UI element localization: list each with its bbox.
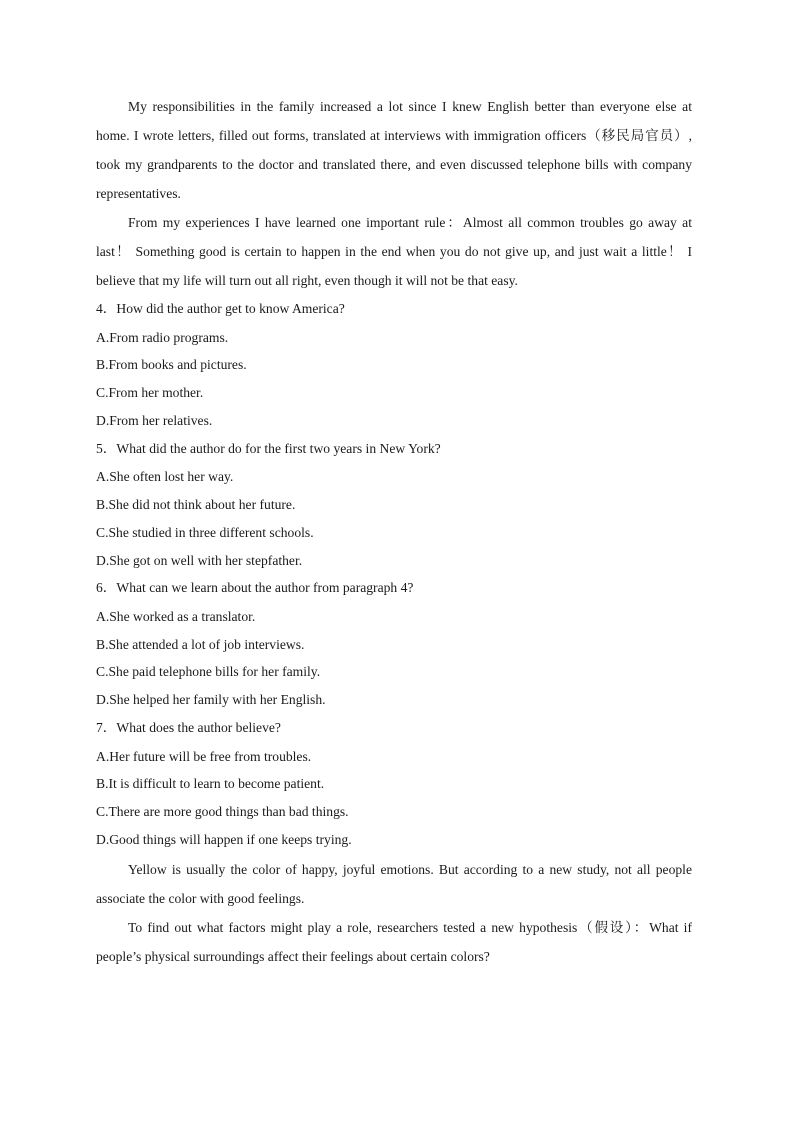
answer-option: C.There are more good things than bad things. bbox=[96, 804, 349, 820]
question-block bbox=[96, 295, 692, 435]
answer-option: B.She did not think about her future. bbox=[96, 496, 296, 512]
answer-option: B.She attended a lot of job interviews. bbox=[96, 636, 305, 652]
answer-option: B.From books and pictures. bbox=[96, 357, 247, 373]
answer-option: A.Her future will be free from troubles. bbox=[96, 748, 312, 764]
answer-option: D.From her relatives. bbox=[96, 412, 213, 428]
answer-option: D.She helped her family with her English. bbox=[96, 692, 326, 708]
answer-option: D.She got on well with her stepfather. bbox=[96, 552, 303, 568]
question-stem: 4．How did the author get to know America? bbox=[96, 301, 345, 316]
answer-option: A.She worked as a translator. bbox=[96, 608, 256, 624]
answer-option: A.She often lost her way. bbox=[96, 469, 234, 485]
question-stem: 5．What did the author do for the first two years in New York? bbox=[96, 440, 441, 456]
passage-paragraph: My responsibilities in the family increased a lot since I knew English better than everyone else at home. I wrote letters, filled out forms, translated at interviews with immigration officers（移民局官员）, took my grandparents to the doctor and translated there, and even discussed telephone bills with company representatives. bbox=[96, 99, 692, 201]
document-page bbox=[96, 92, 692, 971]
answer-option: B.It is difficult to learn to become patient. bbox=[96, 776, 325, 792]
answer-option: D.Good things will happen if one keeps trying. bbox=[96, 831, 352, 847]
question-block bbox=[96, 435, 692, 575]
passage-paragraph: From my experiences I have learned one important rule：Almost all common troubles go away at last！ Something good is certain to happen in the end when you do not give up, and just wait a little！ I believe that my life will turn out all right, even though it will not be that easy. bbox=[96, 215, 692, 288]
question-block bbox=[96, 574, 692, 714]
answer-option: A.From radio programs. bbox=[96, 329, 229, 345]
passage-paragraph: To find out what factors might play a role, researchers tested a new hypothesis（假设）：What if people’s physical surroundings affect their feelings about certain colors? bbox=[96, 919, 692, 964]
question-stem: 6．What can we learn about the author from paragraph 4? bbox=[96, 580, 414, 596]
question-stem: 7．What does the author believe? bbox=[96, 720, 281, 736]
answer-option: C.She paid telephone bills for her family. bbox=[96, 664, 321, 680]
answer-option: C.She studied in three different schools. bbox=[96, 524, 314, 540]
question-block bbox=[96, 714, 692, 854]
answer-option: C.From her mother. bbox=[96, 385, 204, 401]
passage-paragraph: Yellow is usually the color of happy, joyful emotions. But according to a new study, not all people associate the color with good feelings. bbox=[96, 861, 692, 906]
